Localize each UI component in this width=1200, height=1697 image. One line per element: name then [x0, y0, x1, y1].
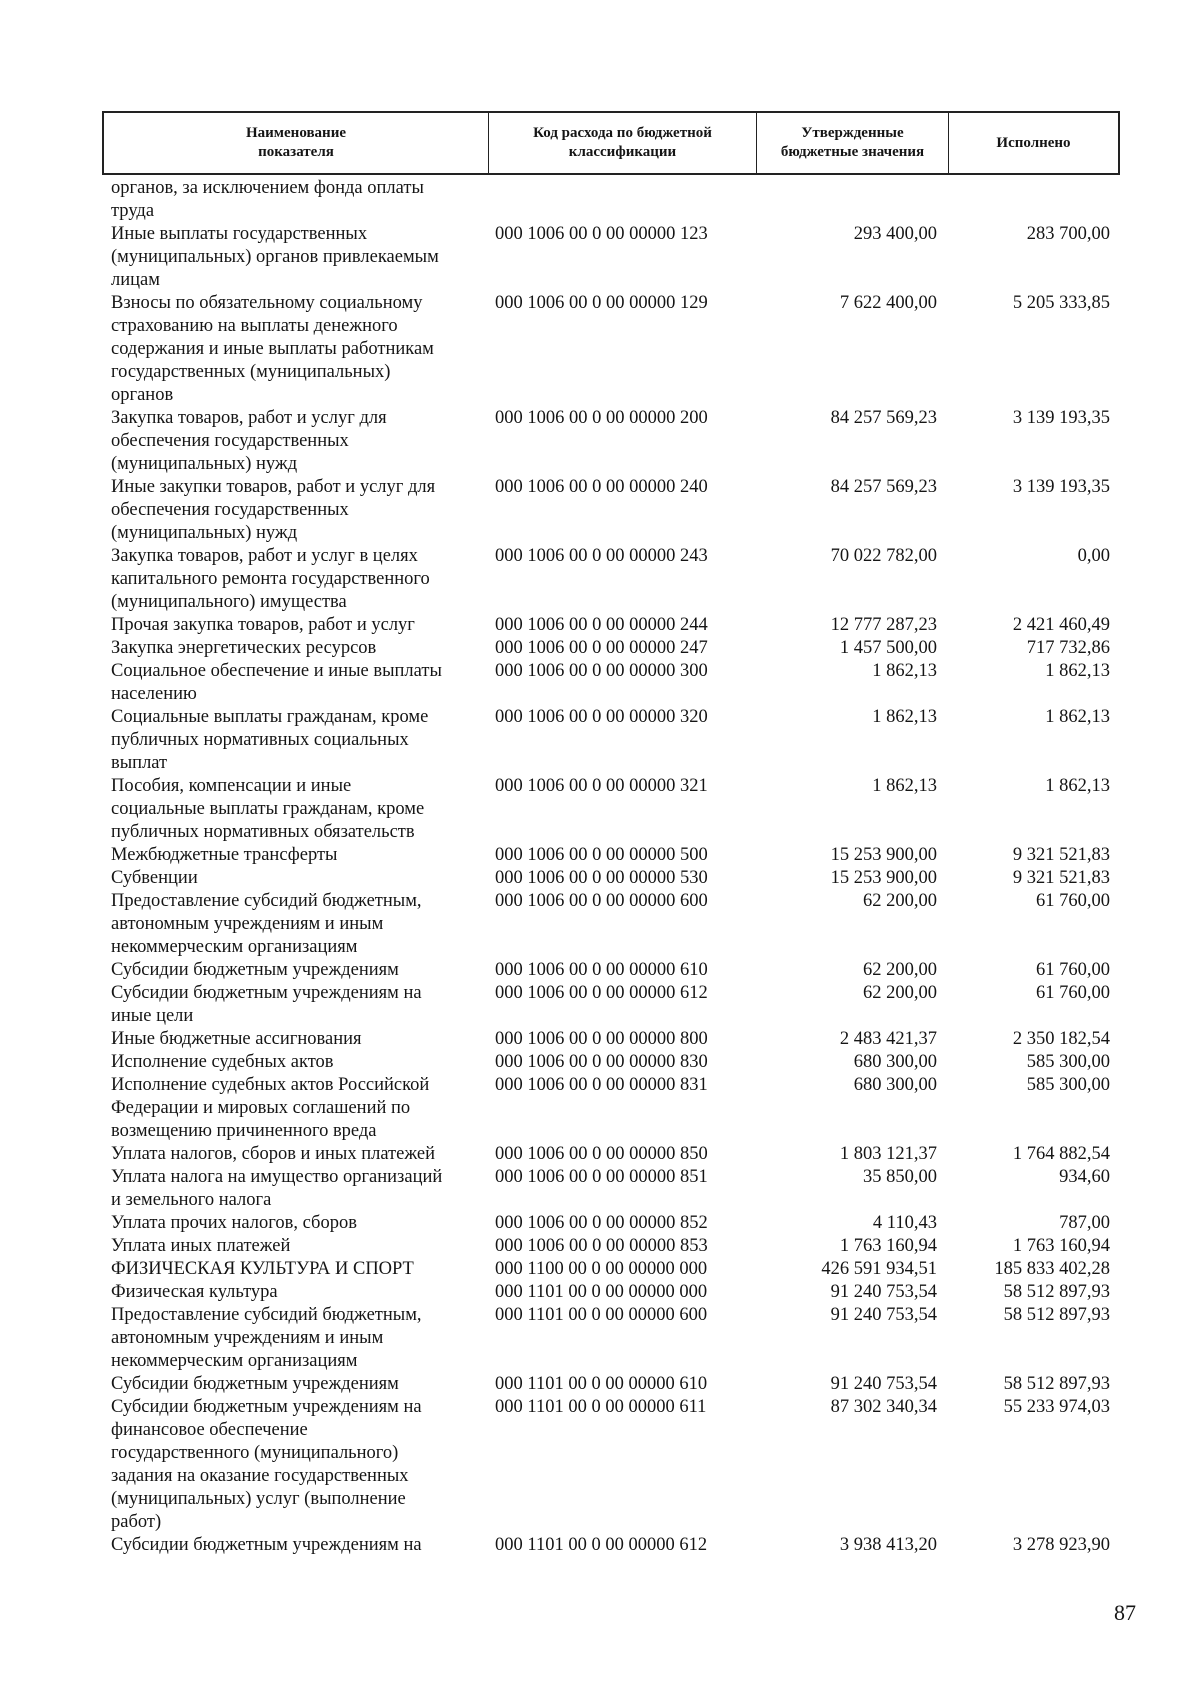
table-row: [102, 476, 1120, 545]
row-name-cell: Исполнение судебных актов Российской Федерации и мировых соглашений по возмещению причиненного вреда: [111, 1075, 430, 1141]
table-body: [102, 177, 1120, 1557]
row-executed-cell: 58 512 897,93: [1003, 1282, 1110, 1302]
table-row: [102, 407, 1120, 476]
row-executed-cell: 61 760,00: [1036, 891, 1110, 911]
row-executed-cell: 1 862,13: [1045, 776, 1110, 796]
table-row: [102, 1258, 1120, 1281]
row-code-cell: 000 1006 00 0 00 00000 129: [495, 293, 708, 313]
row-executed-cell: 3 278 923,90: [1012, 1535, 1110, 1555]
row-name-cell: Социальное обеспечение и иные выплаты населению: [111, 661, 442, 704]
row-name-cell: Физическая культура: [111, 1282, 278, 1302]
table-row: [102, 1534, 1120, 1557]
table-row: [102, 775, 1120, 844]
row-executed-cell: 55 233 974,03: [1003, 1397, 1110, 1417]
table-row: [102, 959, 1120, 982]
row-code-cell: 000 1006 00 0 00 00000 300: [495, 661, 708, 681]
row-executed-cell: 934,60: [1059, 1167, 1110, 1187]
row-name-cell: Уплата иных платежей: [111, 1236, 291, 1256]
row-approved-cell: 1 862,13: [872, 661, 937, 681]
row-code-cell: 000 1101 00 0 00 00000 000: [495, 1282, 708, 1302]
row-approved-cell: 62 200,00: [863, 960, 937, 980]
row-executed-cell: 1 763 160,94: [1012, 1236, 1110, 1256]
header-approved-label: Утвержденные бюджетные значения: [780, 125, 925, 160]
row-approved-cell: 15 253 900,00: [830, 845, 937, 865]
row-name-cell: Уплата прочих налогов, сборов: [111, 1213, 357, 1233]
row-executed-cell: 3 139 193,35: [1012, 408, 1110, 428]
row-approved-cell: 426 591 934,51: [821, 1259, 937, 1279]
row-executed-cell: 9 321 521,83: [1012, 868, 1110, 888]
row-name-cell: Предоставление субсидий бюджетным, автономным учреждениям и иным некоммерческим организациям: [111, 891, 422, 957]
row-executed-cell: 5 205 333,85: [1012, 293, 1110, 313]
row-executed-cell: 1 862,13: [1045, 707, 1110, 727]
row-name-cell: Социальные выплаты гражданам, кроме публичных нормативных социальных выплат: [111, 707, 429, 773]
row-approved-cell: 1 862,13: [872, 776, 937, 796]
row-code-cell: 000 1006 00 0 00 00000 243: [495, 546, 708, 566]
row-name-cell: Прочая закупка товаров, работ и услуг: [111, 615, 415, 635]
row-code-cell: 000 1006 00 0 00 00000 831: [495, 1075, 708, 1095]
row-executed-cell: [947, 177, 1116, 223]
row-approved-cell: 84 257 569,23: [830, 477, 937, 497]
table-row: [102, 867, 1120, 890]
row-executed-cell: 61 760,00: [1036, 960, 1110, 980]
table-row: [102, 660, 1120, 706]
row-approved-cell: 87 302 340,34: [830, 1397, 937, 1417]
table-row: [102, 1051, 1120, 1074]
row-name-cell: Иные бюджетные ассигнования: [111, 1029, 362, 1049]
row-code-cell: 000 1006 00 0 00 00000 850: [495, 1144, 708, 1164]
table-row: [102, 1373, 1120, 1396]
row-executed-cell: 787,00: [1059, 1213, 1110, 1233]
row-approved-cell: [755, 177, 947, 223]
row-code-cell: 000 1006 00 0 00 00000 610: [495, 960, 708, 980]
table-row: [102, 1281, 1120, 1304]
table-row: [102, 706, 1120, 775]
row-code-cell: 000 1006 00 0 00 00000 320: [495, 707, 708, 727]
header-approved-column: [757, 113, 949, 173]
row-name-cell: Субсидии бюджетным учреждениям: [111, 1374, 399, 1394]
row-code-cell: 000 1101 00 0 00 00000 600: [495, 1305, 708, 1325]
row-approved-cell: 680 300,00: [853, 1075, 937, 1095]
row-name-cell: Субсидии бюджетным учреждениям на иные цели: [111, 983, 422, 1026]
row-executed-cell: 1 862,13: [1045, 661, 1110, 681]
row-name-cell: Субсидии бюджетным учреждениям на: [111, 1535, 422, 1555]
row-code-cell: 000 1006 00 0 00 00000 200: [495, 408, 708, 428]
table-row: [102, 1212, 1120, 1235]
row-approved-cell: 70 022 782,00: [830, 546, 937, 566]
header-name-label: Наименование показателя: [246, 125, 346, 160]
row-code-cell: 000 1006 00 0 00 00000 500: [495, 845, 708, 865]
row-name-cell: Межбюджетные трансферты: [111, 845, 338, 865]
row-approved-cell: 15 253 900,00: [830, 868, 937, 888]
row-name-cell: Субсидии бюджетным учреждениям на финансовое обеспечение государственного (муниципального) задания на оказание государственных (муниципальных) услуг (выполнение работ): [111, 1397, 422, 1532]
table-row: [102, 637, 1120, 660]
row-executed-cell: 185 833 402,28: [994, 1259, 1110, 1279]
row-executed-cell: 58 512 897,93: [1003, 1305, 1110, 1325]
table-row: [102, 982, 1120, 1028]
row-approved-cell: 62 200,00: [863, 983, 937, 1003]
row-approved-cell: 680 300,00: [853, 1052, 937, 1072]
row-name-cell: Закупка товаров, работ и услуг для обеспечения государственных (муниципальных) нужд: [111, 408, 387, 474]
table-row: [102, 1235, 1120, 1258]
header-code-label: Код расхода по бюджетной классификации: [533, 125, 712, 160]
table-row: [102, 545, 1120, 614]
row-approved-cell: 7 622 400,00: [839, 293, 937, 313]
row-approved-cell: 1 763 160,94: [839, 1236, 937, 1256]
row-code-cell: 000 1006 00 0 00 00000 240: [495, 477, 708, 497]
row-name-cell: Субвенции: [111, 868, 198, 888]
row-approved-cell: 3 938 413,20: [839, 1535, 937, 1555]
row-executed-cell: 717 732,86: [1026, 638, 1110, 658]
row-executed-cell: 585 300,00: [1026, 1052, 1110, 1072]
row-name-cell: органов, за исключением фонда оплаты труда: [111, 178, 424, 221]
row-code-cell: 000 1006 00 0 00 00000 853: [495, 1236, 708, 1256]
row-name-cell: ФИЗИЧЕСКАЯ КУЛЬТУРА И СПОРТ: [111, 1259, 414, 1279]
header-name-column: [104, 113, 489, 173]
row-code-cell: 000 1100 00 0 00 00000 000: [495, 1259, 708, 1279]
row-name-cell: Исполнение судебных актов: [111, 1052, 334, 1072]
table-row: [102, 614, 1120, 637]
table-row: [102, 1143, 1120, 1166]
row-approved-cell: 91 240 753,54: [830, 1305, 937, 1325]
row-executed-cell: 3 139 193,35: [1012, 477, 1110, 497]
row-code-cell: 000 1101 00 0 00 00000 612: [495, 1535, 708, 1555]
row-executed-cell: 58 512 897,93: [1003, 1374, 1110, 1394]
table-row: [102, 1028, 1120, 1051]
row-code-cell: 000 1006 00 0 00 00000 852: [495, 1213, 708, 1233]
row-approved-cell: 91 240 753,54: [830, 1374, 937, 1394]
row-name-cell: Закупка товаров, работ и услуг в целях капитального ремонта государственного (муниципального) имущества: [111, 546, 430, 612]
row-code-cell: 000 1101 00 0 00 00000 610: [495, 1374, 708, 1394]
row-name-cell: Иные закупки товаров, работ и услуг для обеспечения государственных (муниципальных) нужд: [111, 477, 436, 543]
table-row: [102, 177, 1120, 223]
row-executed-cell: 585 300,00: [1026, 1075, 1110, 1095]
row-code-cell: 000 1006 00 0 00 00000 830: [495, 1052, 708, 1072]
row-approved-cell: 1 803 121,37: [839, 1144, 937, 1164]
row-code-cell: 000 1006 00 0 00 00000 600: [495, 891, 708, 911]
row-approved-cell: 84 257 569,23: [830, 408, 937, 428]
table-header: [102, 111, 1120, 175]
table-row: [102, 1074, 1120, 1143]
row-executed-cell: 2 421 460,49: [1012, 615, 1110, 635]
table-row: [102, 1304, 1120, 1373]
row-name-cell: Предоставление субсидий бюджетным, автономным учреждениям и иным некоммерческим организациям: [111, 1305, 422, 1371]
row-code-cell: 000 1006 00 0 00 00000 851: [495, 1167, 708, 1187]
row-approved-cell: 293 400,00: [853, 224, 937, 244]
row-name-cell: Субсидии бюджетным учреждениям: [111, 960, 399, 980]
row-code-cell: 000 1006 00 0 00 00000 247: [495, 638, 708, 658]
table-row: [102, 844, 1120, 867]
row-name-cell: Уплата налога на имущество организаций и земельного налога: [111, 1167, 443, 1210]
row-code-cell: 000 1006 00 0 00 00000 123: [495, 224, 708, 244]
row-approved-cell: 12 777 287,23: [830, 615, 937, 635]
row-executed-cell: 0,00: [1077, 546, 1110, 566]
header-code-column: [489, 113, 757, 173]
row-executed-cell: 283 700,00: [1026, 224, 1110, 244]
row-name-cell: Иные выплаты государственных (муниципальных) органов привлекаемым лицам: [111, 224, 439, 290]
row-approved-cell: 1 862,13: [872, 707, 937, 727]
header-executed-label: Исполнено: [996, 134, 1071, 151]
row-executed-cell: 2 350 182,54: [1012, 1029, 1110, 1049]
table-row: [102, 890, 1120, 959]
table-row: [102, 1396, 1120, 1534]
table-row: [102, 292, 1120, 407]
header-executed-column: [949, 113, 1118, 173]
row-name-cell: Пособия, компенсации и иные социальные выплаты гражданам, кроме публичных нормативных обязательств: [111, 776, 425, 842]
row-executed-cell: 9 321 521,83: [1012, 845, 1110, 865]
row-approved-cell: 2 483 421,37: [839, 1029, 937, 1049]
row-approved-cell: 1 457 500,00: [839, 638, 937, 658]
page-number: 87: [1114, 1600, 1136, 1625]
row-code-cell: 000 1006 00 0 00 00000 244: [495, 615, 708, 635]
row-approved-cell: 91 240 753,54: [830, 1282, 937, 1302]
row-approved-cell: 62 200,00: [863, 891, 937, 911]
row-code-cell: 000 1006 00 0 00 00000 321: [495, 776, 708, 796]
row-name-cell: Взносы по обязательному социальному страхованию на выплаты денежного содержания и иные выплаты работникам государственных (муниципальных) органов: [111, 293, 434, 405]
row-executed-cell: 61 760,00: [1036, 983, 1110, 1003]
row-name-cell: Уплата налогов, сборов и иных платежей: [111, 1144, 436, 1164]
table-row: [102, 1166, 1120, 1212]
table-row: [102, 223, 1120, 292]
row-approved-cell: 4 110,43: [872, 1213, 937, 1233]
row-code-cell: 000 1006 00 0 00 00000 612: [495, 983, 708, 1003]
row-code-cell: 000 1006 00 0 00 00000 530: [495, 868, 708, 888]
row-code-cell: 000 1101 00 0 00 00000 611: [495, 1397, 707, 1417]
row-code-cell: 000 1006 00 0 00 00000 800: [495, 1029, 708, 1049]
row-code-cell: [487, 177, 755, 223]
row-approved-cell: 35 850,00: [863, 1167, 937, 1187]
row-name-cell: Закупка энергетических ресурсов: [111, 638, 377, 658]
row-executed-cell: 1 764 882,54: [1012, 1144, 1110, 1164]
